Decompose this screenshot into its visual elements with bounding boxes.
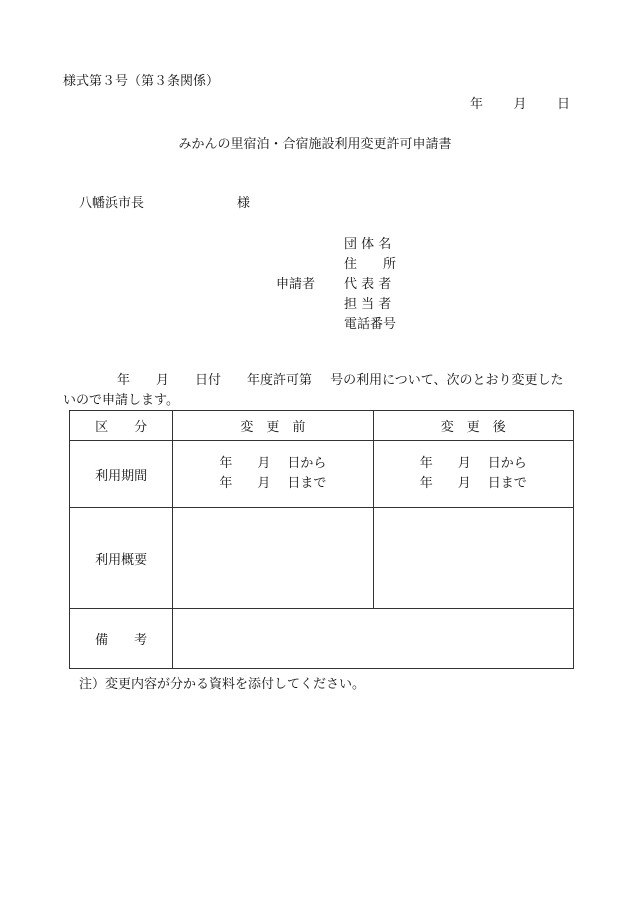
applicant-field-group-name: 団 体 名 (344, 237, 392, 252)
date-year-label: 年 (470, 97, 484, 112)
addressee-honorific: 様 (237, 196, 251, 211)
addressee-name: 八幡浜市長 (79, 196, 145, 211)
applicant-field-phone: 電話番号 (344, 317, 397, 332)
applicant-field-contact-person: 担 当 者 (344, 297, 392, 312)
summary-label: 利用概要 (70, 508, 173, 609)
date-day-label: 日 (556, 97, 570, 112)
remarks-cell[interactable] (173, 609, 574, 669)
period-label: 利用期間 (70, 441, 173, 508)
header-after: 変 更 後 (373, 411, 573, 441)
remarks-label: 備 考 (70, 609, 173, 669)
period-before: 年 月 日から 年 月 日まで (219, 456, 327, 491)
statement-day: 日付 (195, 373, 222, 388)
document-title: みかんの里宿泊・合宿施設利用変更許可申請書 (178, 137, 452, 152)
applicant-field-representative: 代 表 者 (344, 277, 392, 292)
summary-after-cell[interactable] (373, 508, 573, 609)
date-month-label: 月 (513, 97, 527, 112)
statement-month: 月 (156, 373, 170, 388)
period-after-cell[interactable] (373, 441, 573, 508)
table-row (70, 441, 574, 508)
statement-rest: 号の利用について、次のとおり変更したいので申請します。 (63, 373, 564, 408)
form-number: 様式第３号（第３条関係） (63, 74, 220, 89)
statement-year: 年 (117, 373, 131, 388)
date-line (470, 93, 570, 112)
change-table (69, 410, 574, 669)
table-row (70, 609, 574, 669)
applicant-label: 申請者 (276, 277, 316, 292)
attachment-note: 注）変更内容が分かる資料を添付してください。 (79, 677, 366, 692)
header-before: 変 更 前 (173, 411, 373, 441)
period-after: 年 月 日から 年 月 日まで (419, 456, 527, 491)
table-header-row (70, 411, 574, 441)
summary-before-cell[interactable] (173, 508, 373, 609)
applicant-field-address: 住 所 (344, 257, 397, 272)
request-statement (63, 371, 573, 411)
period-before-cell[interactable] (173, 441, 373, 508)
table-row (70, 508, 574, 609)
header-category: 区 分 (70, 411, 173, 441)
statement-fiscal-year: 年度許可第 (247, 373, 313, 388)
